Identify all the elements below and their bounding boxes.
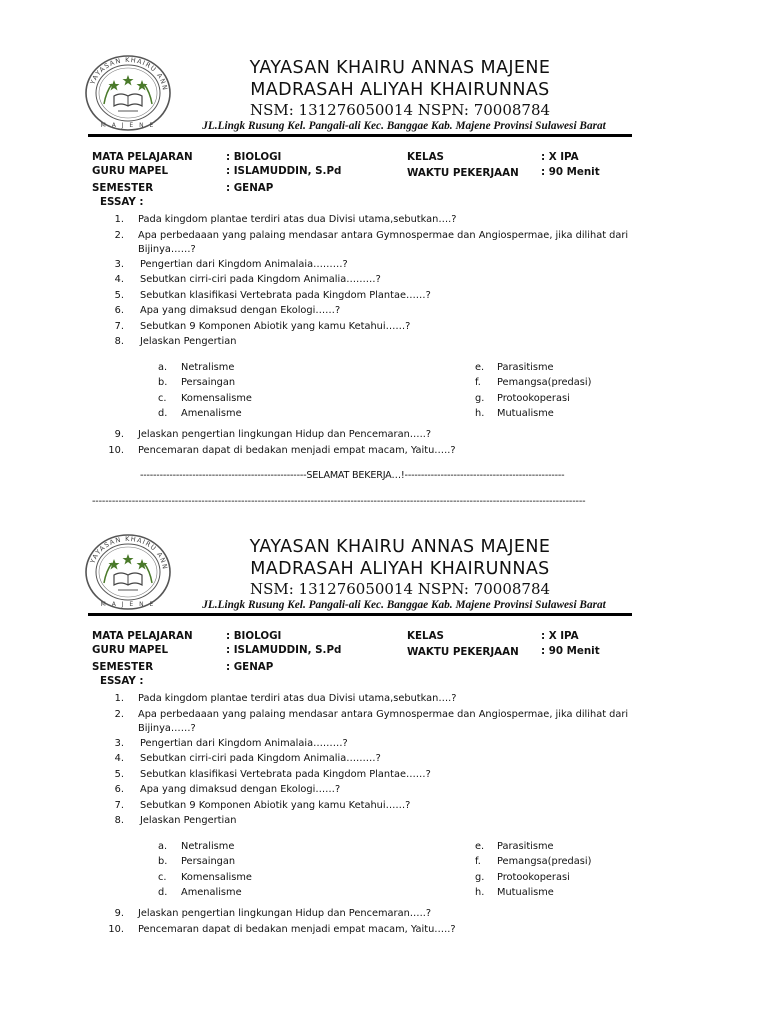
question-number: 8. bbox=[114, 336, 124, 347]
question-number: 5. bbox=[114, 769, 124, 780]
question-number: 9. bbox=[114, 429, 124, 440]
question-number: 3. bbox=[114, 259, 124, 270]
sub-item-letter: d. bbox=[158, 887, 168, 898]
sub-item-text: Mutualisme bbox=[497, 887, 554, 898]
sub-item-letter: f. bbox=[475, 377, 481, 388]
question-number: 9. bbox=[114, 908, 124, 919]
question-number: 6. bbox=[114, 784, 124, 795]
sub-item-text: Persaingan bbox=[181, 856, 236, 867]
question-text: Sebutkan cirri-ciri pada Kingdom Animalia………? bbox=[140, 274, 381, 285]
class-label: KELAS bbox=[407, 630, 444, 642]
question-text-continued: Bijinya……? bbox=[138, 723, 196, 734]
question-text: Pengertian dari Kingdom Animalaia………? bbox=[140, 259, 348, 270]
sub-item-text: Parasitisme bbox=[497, 841, 554, 852]
time-value: : 90 Menit bbox=[541, 166, 600, 178]
question-text: Pencemaran dapat di bedakan menjadi empat macam, Yaitu…..? bbox=[138, 445, 456, 456]
sub-item-text: Netralisme bbox=[181, 362, 235, 373]
question-text-continued: Bijinya……? bbox=[138, 244, 196, 255]
semester-value: : GENAP bbox=[226, 661, 274, 673]
subject-value: : BIOLOGI bbox=[226, 151, 282, 163]
question-text: Jelaskan pengertian lingkungan Hidup dan Pencemaran…..? bbox=[138, 908, 432, 919]
sub-item-letter: h. bbox=[475, 408, 485, 419]
question-number: 4. bbox=[114, 753, 124, 764]
sub-item-letter: f. bbox=[475, 856, 481, 867]
school-address: JL.Lingk Rusung Kel. Pangali-ali Kec. Banggae Kab. Majene Provinsi Sulawesi Barat bbox=[202, 599, 606, 611]
time-label: WAKTU PEKERJAAN bbox=[407, 646, 519, 658]
subject-label: MATA PELAJARAN bbox=[92, 630, 193, 642]
svg-text:M A J E N E: M A J E N E bbox=[100, 601, 156, 608]
sub-item-text: Amenalisme bbox=[181, 408, 242, 419]
sub-item-letter: g. bbox=[475, 872, 485, 883]
header-divider bbox=[88, 134, 632, 137]
subject-value: : BIOLOGI bbox=[226, 630, 282, 642]
svg-text:M A J E N E: M A J E N E bbox=[100, 122, 156, 129]
header-divider bbox=[88, 613, 632, 616]
semester-label: SEMESTER bbox=[92, 661, 154, 673]
sub-item-text: Pemangsa(predasi) bbox=[497, 377, 592, 388]
sub-item-letter: c. bbox=[158, 872, 167, 883]
sub-item-letter: d. bbox=[158, 408, 168, 419]
question-number: 10. bbox=[108, 924, 124, 935]
question-text: Sebutkan klasifikasi Vertebrata pada Kingdom Plantae……? bbox=[140, 769, 431, 780]
question-text: Pada kingdom plantae terdiri atas dua Divisi utama,sebutkan….? bbox=[138, 214, 457, 225]
teacher-value: : ISLAMUDDIN, S.Pd bbox=[226, 644, 342, 656]
sub-item-text: Persaingan bbox=[181, 377, 236, 388]
question-number: 1. bbox=[114, 693, 124, 704]
question-text: Jelaskan pengertian lingkungan Hidup dan Pencemaran…..? bbox=[138, 429, 432, 440]
school-seal-logo bbox=[84, 533, 172, 611]
teacher-label: GURU MAPEL bbox=[92, 644, 169, 656]
sub-item-text: Komensalisme bbox=[181, 393, 252, 404]
question-text: Pada kingdom plantae terdiri atas dua Divisi utama,sebutkan….? bbox=[138, 693, 457, 704]
question-text: Sebutkan cirri-ciri pada Kingdom Animalia………? bbox=[140, 753, 381, 764]
semester-value: : GENAP bbox=[226, 182, 274, 194]
teacher-value: : ISLAMUDDIN, S.Pd bbox=[226, 165, 342, 177]
question-text: Pencemaran dapat di bedakan menjadi empat macam, Yaitu…..? bbox=[138, 924, 456, 935]
question-number: 10. bbox=[108, 445, 124, 456]
question-number: 2. bbox=[114, 230, 124, 241]
question-number: 6. bbox=[114, 305, 124, 316]
sub-item-text: Netralisme bbox=[181, 841, 235, 852]
section-title: ESSAY : bbox=[100, 196, 144, 208]
question-text: Apa perbedaaan yang palaing mendasar antara Gymnospermae dan Angiospermae, jika dilihat dari bbox=[138, 709, 629, 720]
cut-line: ----------------------------------------------------------------------------------------------------------------------------------------------------- bbox=[92, 496, 586, 507]
closing-message: ---------------------------------------------------SELAMAT BEKERJA…!------------------------------------------------- bbox=[140, 470, 565, 481]
question-number: 7. bbox=[114, 321, 124, 332]
question-text: Apa yang dimaksud dengan Ekologi……? bbox=[140, 784, 341, 795]
class-value: : X IPA bbox=[541, 630, 579, 642]
school-ids: NSM: 131276050014 NSPN: 70008784 bbox=[249, 101, 551, 119]
sub-item-text: Komensalisme bbox=[181, 872, 252, 883]
sub-item-letter: c. bbox=[158, 393, 167, 404]
school-address: JL.Lingk Rusung Kel. Pangali-ali Kec. Banggae Kab. Majene Provinsi Sulawesi Barat bbox=[202, 120, 606, 132]
sub-item-text: Protookoperasi bbox=[497, 872, 570, 883]
foundation-name: YAYASAN KHAIRU ANNAS MAJENE bbox=[249, 537, 551, 557]
question-text: Sebutkan 9 Komponen Abiotik yang kamu Ketahui……? bbox=[140, 321, 411, 332]
class-value: : X IPA bbox=[541, 151, 579, 163]
class-label: KELAS bbox=[407, 151, 444, 163]
question-text: Pengertian dari Kingdom Animalaia………? bbox=[140, 738, 348, 749]
question-number: 7. bbox=[114, 800, 124, 811]
question-number: 4. bbox=[114, 274, 124, 285]
section-title: ESSAY : bbox=[100, 675, 144, 687]
subject-label: MATA PELAJARAN bbox=[92, 151, 193, 163]
sub-item-text: Amenalisme bbox=[181, 887, 242, 898]
question-number: 2. bbox=[114, 709, 124, 720]
sub-item-text: Pemangsa(predasi) bbox=[497, 856, 592, 867]
question-text: Apa perbedaaan yang palaing mendasar antara Gymnospermae dan Angiospermae, jika dilihat dari bbox=[138, 230, 629, 241]
sub-item-letter: e. bbox=[475, 841, 485, 852]
question-number: 1. bbox=[114, 214, 124, 225]
school-name: MADRASAH ALIYAH KHAIRUNNAS bbox=[250, 80, 550, 100]
question-text: Jelaskan Pengertian bbox=[140, 815, 237, 826]
teacher-label: GURU MAPEL bbox=[92, 165, 169, 177]
sub-item-letter: b. bbox=[158, 377, 168, 388]
question-text: Apa yang dimaksud dengan Ekologi……? bbox=[140, 305, 341, 316]
foundation-name: YAYASAN KHAIRU ANNAS MAJENE bbox=[249, 58, 551, 78]
question-number: 3. bbox=[114, 738, 124, 749]
sub-item-letter: b. bbox=[158, 856, 168, 867]
sub-item-text: Protookoperasi bbox=[497, 393, 570, 404]
question-text: Sebutkan klasifikasi Vertebrata pada Kingdom Plantae……? bbox=[140, 290, 431, 301]
seal-text: YAYASAN KHAIRU ANN bbox=[88, 535, 170, 571]
sub-item-letter: a. bbox=[158, 841, 168, 852]
time-label: WAKTU PEKERJAAN bbox=[407, 167, 519, 179]
sub-item-letter: e. bbox=[475, 362, 485, 373]
question-text: Sebutkan 9 Komponen Abiotik yang kamu Ketahui……? bbox=[140, 800, 411, 811]
time-value: : 90 Menit bbox=[541, 645, 600, 657]
question-number: 5. bbox=[114, 290, 124, 301]
sub-item-letter: a. bbox=[158, 362, 168, 373]
question-number: 8. bbox=[114, 815, 124, 826]
school-name: MADRASAH ALIYAH KHAIRUNNAS bbox=[250, 559, 550, 579]
sub-item-letter: g. bbox=[475, 393, 485, 404]
semester-label: SEMESTER bbox=[92, 182, 154, 194]
sub-item-text: Parasitisme bbox=[497, 362, 554, 373]
school-seal-logo bbox=[84, 54, 172, 132]
sub-item-letter: h. bbox=[475, 887, 485, 898]
question-text: Jelaskan Pengertian bbox=[140, 336, 237, 347]
school-ids: NSM: 131276050014 NSPN: 70008784 bbox=[249, 580, 551, 598]
seal-text: YAYASAN KHAIRU ANN bbox=[88, 56, 170, 92]
sub-item-text: Mutualisme bbox=[497, 408, 554, 419]
